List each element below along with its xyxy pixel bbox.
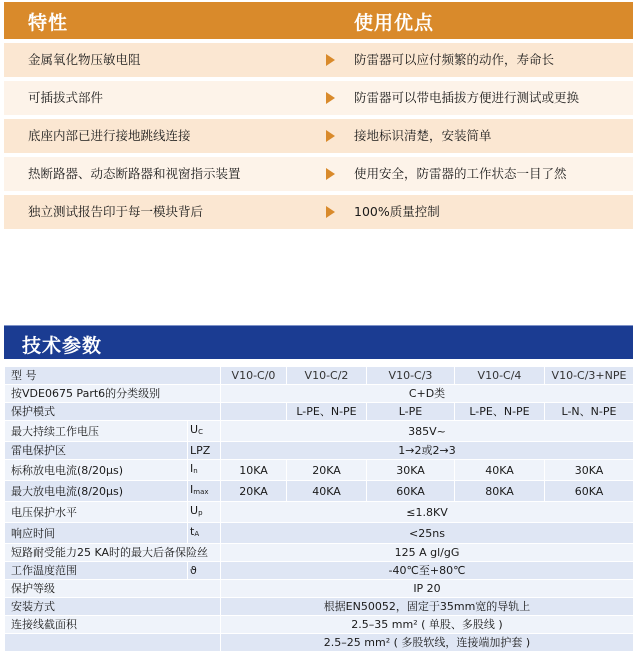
spec-value: L-PE (367, 403, 455, 421)
spec-value: -40℃至+80℃ (221, 562, 634, 580)
spec-row-in (5, 460, 634, 481)
spec-value: 30KA (367, 460, 455, 481)
symbol-main: t (190, 525, 195, 538)
feature-name: 金属氧化物压敏电阻 (28, 52, 141, 67)
feature-name: 热断路器、动态断路器和视窗指示装置 (28, 166, 241, 181)
column-header: V10-C/0 (221, 367, 287, 385)
spec-value: L-PE、N-PE (455, 403, 545, 421)
spec-label: 安装方式 (5, 598, 221, 616)
feature-row (4, 43, 633, 77)
features-header-right: 使用优点 (354, 12, 435, 34)
triangle-right-icon (326, 54, 335, 66)
spec-value: L-PE、N-PE (287, 403, 367, 421)
spec-symbol (188, 481, 221, 502)
triangle-right-icon (326, 92, 335, 104)
spec-label: 型 号 (5, 367, 221, 385)
symbol-sub: max (193, 488, 209, 496)
spec-label: 保护模式 (5, 403, 221, 421)
spec-row-fuse (5, 544, 634, 562)
symbol-main: I (190, 462, 194, 475)
spec-value: 10KA (221, 460, 287, 481)
spec-value: 60KA (367, 481, 455, 502)
feature-name: 底座内部已进行接地跳线连接 (28, 128, 191, 143)
spec-row-ta (5, 523, 634, 544)
spec-value: L-N、N-PE (545, 403, 634, 421)
spec-row-imax (5, 481, 634, 502)
spec-value: 80KA (455, 481, 545, 502)
symbol-sub: n (193, 467, 198, 475)
spec-table (4, 366, 634, 652)
column-header: V10-C/4 (455, 367, 545, 385)
feature-row (4, 81, 633, 115)
spec-row-mode (5, 403, 634, 421)
spec-value: 1→2或2→3 (221, 442, 634, 460)
spec-label: 响应时间 (5, 523, 188, 544)
triangle-right-icon (326, 168, 335, 180)
spec-row-model (5, 367, 634, 385)
feature-row (4, 157, 633, 191)
spec-row-uc (5, 421, 634, 442)
spec-title: 技术参数 (22, 335, 103, 357)
features-header (4, 2, 633, 39)
spec-row-wire (5, 616, 634, 634)
spec-label: 连接线截面积 (5, 616, 221, 634)
spec-value: 20KA (287, 460, 367, 481)
spec-value: 40KA (455, 460, 545, 481)
symbol-main: U (190, 423, 199, 436)
spec-label: 电压保护水平 (5, 502, 188, 523)
symbol-sub: A (194, 530, 200, 538)
spec-label: 最大放电电流(8/20μs) (5, 481, 188, 502)
spec-row-mount (5, 598, 634, 616)
spec-label: 工作温度范围 (5, 562, 188, 580)
spec-label: 短路耐受能力25 KA时的最大后备保险丝 (5, 544, 221, 562)
spec-label: 最大持续工作电压 (5, 421, 188, 442)
spec-label-empty (5, 634, 221, 652)
symbol-sub: C (198, 428, 203, 436)
spec-row-ip (5, 580, 634, 598)
spec-value: 125 A gl/gG (221, 544, 634, 562)
feature-name: 独立测试报告印于每一模块背后 (28, 204, 204, 219)
spec-symbol (188, 502, 221, 523)
spec-value: <25ns (221, 523, 634, 544)
spec-row-class (5, 385, 634, 403)
spec-value: C+D类 (221, 385, 634, 403)
triangle-right-icon (326, 206, 335, 218)
feature-benefit: 防雷器可以带电插拔方便进行测试或更换 (354, 90, 580, 105)
spec-value: 40KA (287, 481, 367, 502)
spec-value-empty (221, 403, 287, 421)
symbol-main: I (190, 483, 194, 496)
column-header: V10-C/3+NPE (545, 367, 634, 385)
features-header-left: 特性 (28, 12, 69, 34)
column-header: V10-C/3 (367, 367, 455, 385)
feature-row (4, 195, 633, 229)
spec-value: 2.5–35 mm² ( 单股、多股线 ) (221, 616, 634, 634)
spec-label: 保护等级 (5, 580, 221, 598)
spec-label: 按VDE0675 Part6的分类级别 (5, 385, 221, 403)
feature-benefit: 防雷器可以应付频繁的动作，寿命长 (354, 52, 555, 67)
spec-row-wire-2 (5, 634, 634, 652)
spec-symbol (188, 523, 221, 544)
spec-value: 根据EN50052，固定于35mm宽的导轨上 (221, 598, 634, 616)
feature-benefit: 100%质量控制 (354, 204, 440, 219)
column-header: V10-C/2 (287, 367, 367, 385)
spec-label: 雷电保护区 (5, 442, 188, 460)
spec-value: 20KA (221, 481, 287, 502)
spec-value: 60KA (545, 481, 634, 502)
spec-value: IP 20 (221, 580, 634, 598)
spec-symbol: LPZ (188, 442, 221, 460)
feature-name: 可插拔式部件 (28, 90, 104, 105)
spec-value: 385V~ (221, 421, 634, 442)
spec-symbol (188, 460, 221, 481)
feature-benefit: 使用安全，防雷器的工作状态一目了然 (354, 166, 567, 181)
symbol-main: U (190, 504, 199, 517)
spec-symbol (188, 421, 221, 442)
spec-value: 30KA (545, 460, 634, 481)
spec-value: 2.5–25 mm² ( 多股软线，连接端加护套 ) (221, 634, 634, 652)
spec-symbol: ϑ (188, 562, 221, 580)
spec-title-bar (4, 325, 633, 359)
triangle-right-icon (326, 130, 335, 142)
spec-value: ≤1.8KV (221, 502, 634, 523)
spec-row-temp (5, 562, 634, 580)
feature-benefit: 接地标识清楚，安装简单 (354, 128, 492, 143)
feature-row (4, 119, 633, 153)
spec-row-lpz (5, 442, 634, 460)
spec-label: 标称放电电流(8/20μs) (5, 460, 188, 481)
symbol-sub: p (198, 509, 203, 517)
spec-row-up (5, 502, 634, 523)
